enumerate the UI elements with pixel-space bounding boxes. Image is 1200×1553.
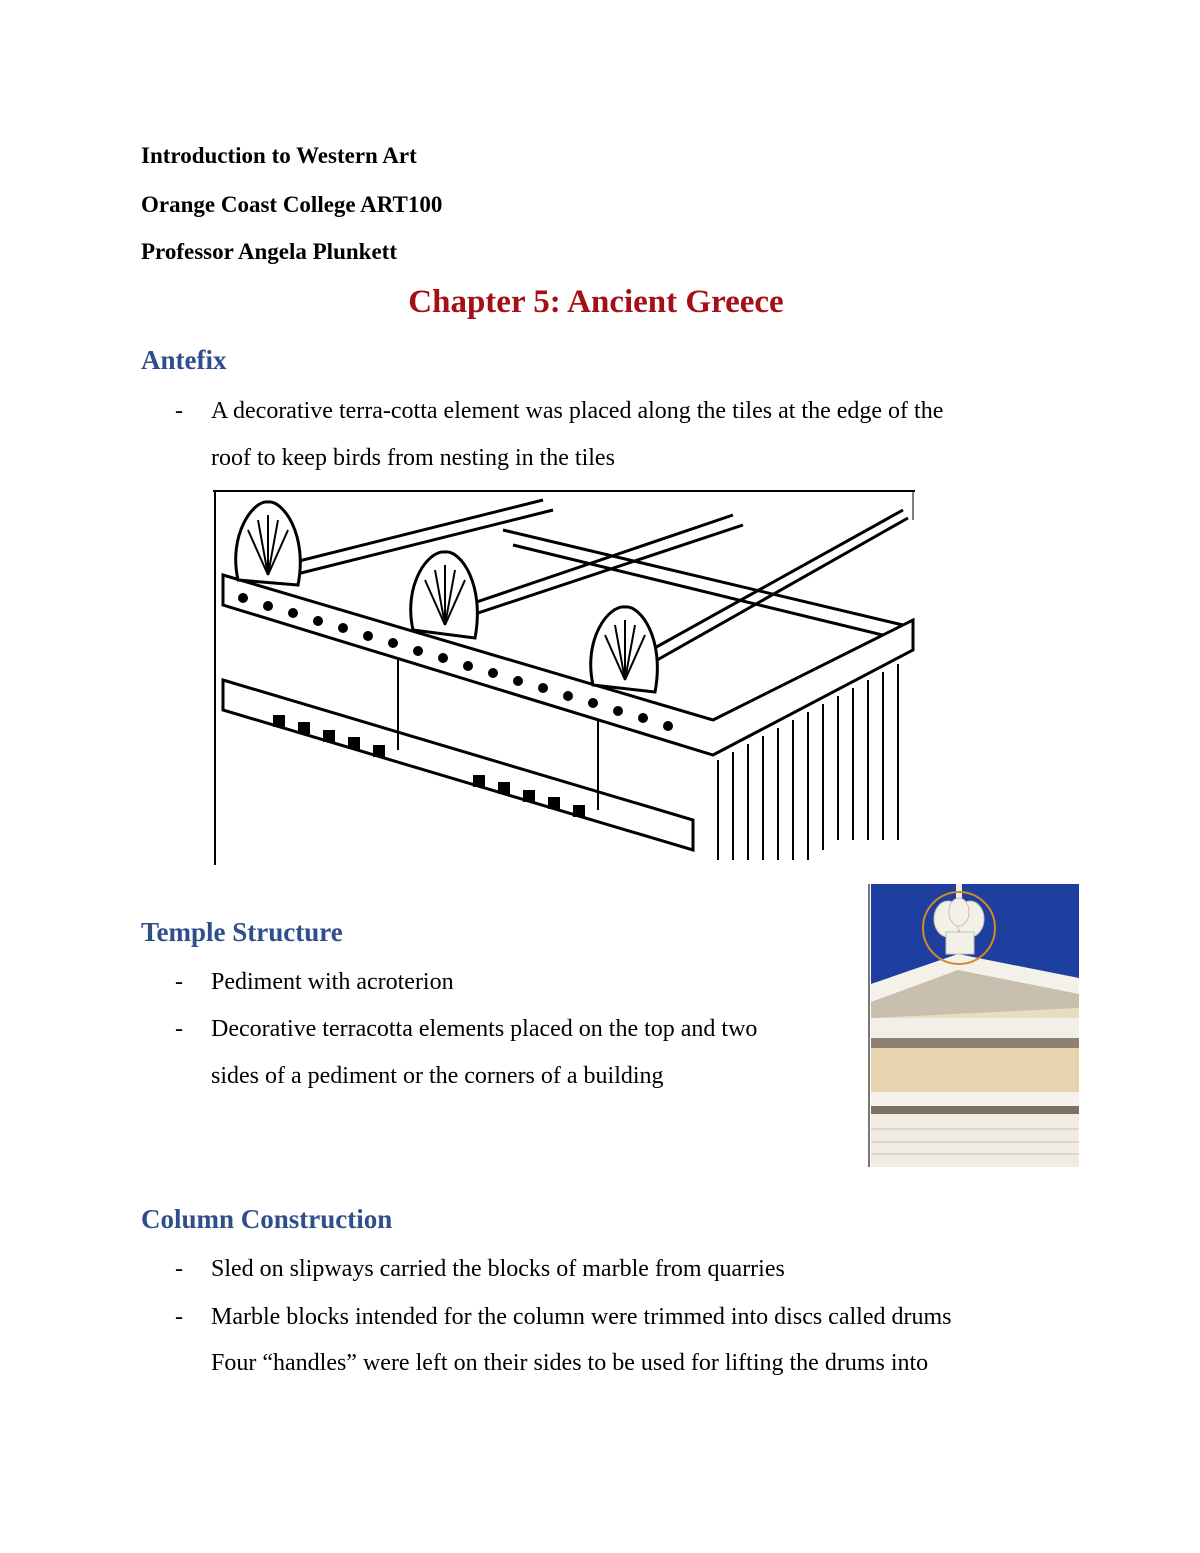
bullet-text: Pediment with acroterion: [211, 969, 454, 995]
section-heading-antefix: Antefix: [141, 345, 227, 375]
bullet-text: A decorative terra-cotta element was placed along the tiles at the edge of the: [211, 398, 944, 424]
college-line: Orange Coast College ART100: [141, 192, 443, 217]
bullet-marker: -: [175, 1016, 183, 1042]
section-heading-column-construction: Column Construction: [141, 1204, 393, 1234]
antefix-figure: [213, 490, 915, 865]
professor-line: Professor Angela Plunkett: [141, 239, 397, 264]
temple-photo: [868, 884, 1079, 1167]
course-title: Introduction to Western Art: [141, 143, 417, 168]
bullet-text: Decorative terracotta elements placed on the top and two: [211, 1016, 758, 1042]
bullet-marker: -: [175, 969, 183, 995]
bullet-marker: -: [175, 1304, 183, 1330]
bullet-text: Marble blocks intended for the column were trimmed into discs called drums: [211, 1304, 952, 1330]
section-heading-temple-structure: Temple Structure: [141, 917, 343, 947]
bullet-text-continuation: sides of a pediment or the corners of a building: [211, 1063, 664, 1089]
bullet-marker: -: [175, 398, 183, 424]
bullet-text-continuation: Four “handles” were left on their sides to be used for lifting the drums into: [211, 1350, 929, 1376]
bullet-text-continuation: roof to keep birds from nesting in the tiles: [211, 445, 615, 471]
bullet-marker: -: [175, 1256, 183, 1282]
bullet-text: Sled on slipways carried the blocks of marble from quarries: [211, 1256, 785, 1282]
chapter-title: Chapter 5: Ancient Greece: [408, 284, 784, 320]
